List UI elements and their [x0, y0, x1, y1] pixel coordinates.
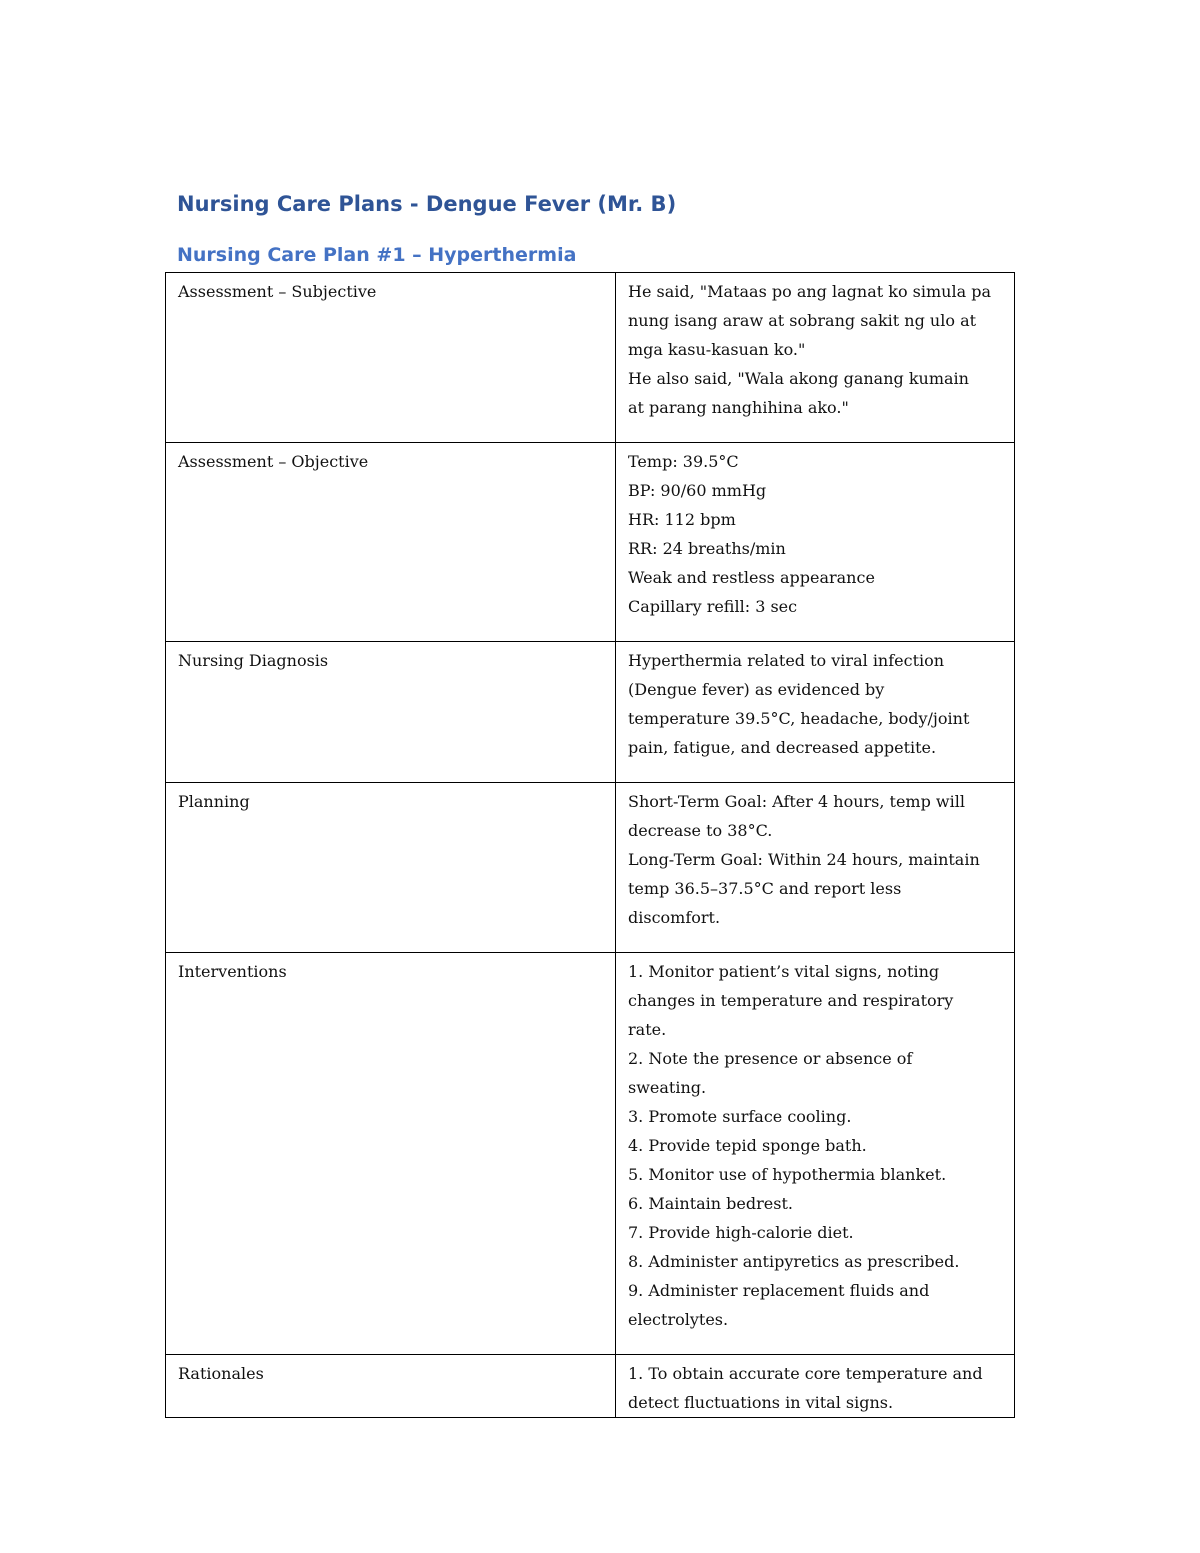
- content-line: detect fluctuations in vital signs.: [628, 1393, 894, 1412]
- content-line: 2. Note the presence or absence of: [628, 1049, 913, 1068]
- row-label: Rationales: [166, 1355, 616, 1418]
- content-line: HR: 112 bpm: [628, 510, 736, 529]
- content-line: 1. Monitor patient’s vital signs, noting: [628, 962, 940, 981]
- row-content: [616, 642, 1015, 783]
- row-content: [616, 1355, 1015, 1418]
- content-line: Temp: 39.5°C: [628, 452, 739, 471]
- content-line: temperature 39.5°C, headache, body/joint: [628, 709, 970, 728]
- content-line: changes in temperature and respiratory: [628, 991, 954, 1010]
- content-line: Weak and restless appearance: [628, 568, 875, 587]
- row-label: Nursing Diagnosis: [166, 642, 616, 783]
- content-line: discomfort.: [628, 908, 721, 927]
- row-content: [616, 443, 1015, 642]
- care-plan-table: [165, 272, 1015, 1418]
- content-line: Capillary refill: 3 sec: [628, 597, 798, 616]
- content-line: BP: 90/60 mmHg: [628, 481, 767, 500]
- content-line: sweating.: [628, 1078, 707, 1097]
- table-row-rationales: [166, 1355, 1015, 1418]
- content-line: mga kasu-kasuan ko.": [628, 340, 806, 359]
- content-line: 8. Administer antipyretics as prescribed.: [628, 1252, 960, 1271]
- row-content: [616, 783, 1015, 953]
- table-row-planning: [166, 783, 1015, 953]
- table-row-nursing-diagnosis: [166, 642, 1015, 783]
- content-line: RR: 24 breaths/min: [628, 539, 786, 558]
- content-line: Long-Term Goal: Within 24 hours, maintain: [628, 850, 980, 869]
- content-line: 9. Administer replacement fluids and: [628, 1281, 930, 1300]
- row-label: Assessment – Subjective: [166, 273, 616, 443]
- content-line: nung isang araw at sobrang sakit ng ulo at: [628, 311, 977, 330]
- row-label: Interventions: [166, 953, 616, 1355]
- content-line: (Dengue fever) as evidenced by: [628, 680, 885, 699]
- row-label: Assessment – Objective: [166, 443, 616, 642]
- care-plan-heading: Nursing Care Plan #1 – Hyperthermia: [177, 244, 577, 266]
- content-line: 1. To obtain accurate core temperature and: [628, 1364, 983, 1383]
- content-line: pain, fatigue, and decreased appetite.: [628, 738, 937, 757]
- content-line: He also said, "Wala akong ganang kumain: [628, 369, 969, 388]
- content-line: 6. Maintain bedrest.: [628, 1194, 793, 1213]
- table-row-interventions: [166, 953, 1015, 1355]
- content-line: 5. Monitor use of hypothermia blanket.: [628, 1165, 947, 1184]
- content-line: at parang nanghihina ako.": [628, 398, 849, 417]
- content-line: electrolytes.: [628, 1310, 729, 1329]
- row-label: Planning: [166, 783, 616, 953]
- content-line: Short-Term Goal: After 4 hours, temp will: [628, 792, 965, 811]
- content-line: 7. Provide high-calorie diet.: [628, 1223, 854, 1242]
- row-content: [616, 273, 1015, 443]
- content-line: temp 36.5–37.5°C and report less: [628, 879, 902, 898]
- content-line: He said, "Mataas po ang lagnat ko simula pa: [628, 282, 992, 301]
- content-line: rate.: [628, 1020, 667, 1039]
- content-line: 4. Provide tepid sponge bath.: [628, 1136, 867, 1155]
- row-content: [616, 953, 1015, 1355]
- table-row-assessment-objective: [166, 443, 1015, 642]
- content-line: 3. Promote surface cooling.: [628, 1107, 852, 1126]
- document-title: Nursing Care Plans - Dengue Fever (Mr. B): [177, 192, 677, 216]
- content-line: Hyperthermia related to viral infection: [628, 651, 945, 670]
- table-row-assessment-subjective: [166, 273, 1015, 443]
- content-line: decrease to 38°C.: [628, 821, 773, 840]
